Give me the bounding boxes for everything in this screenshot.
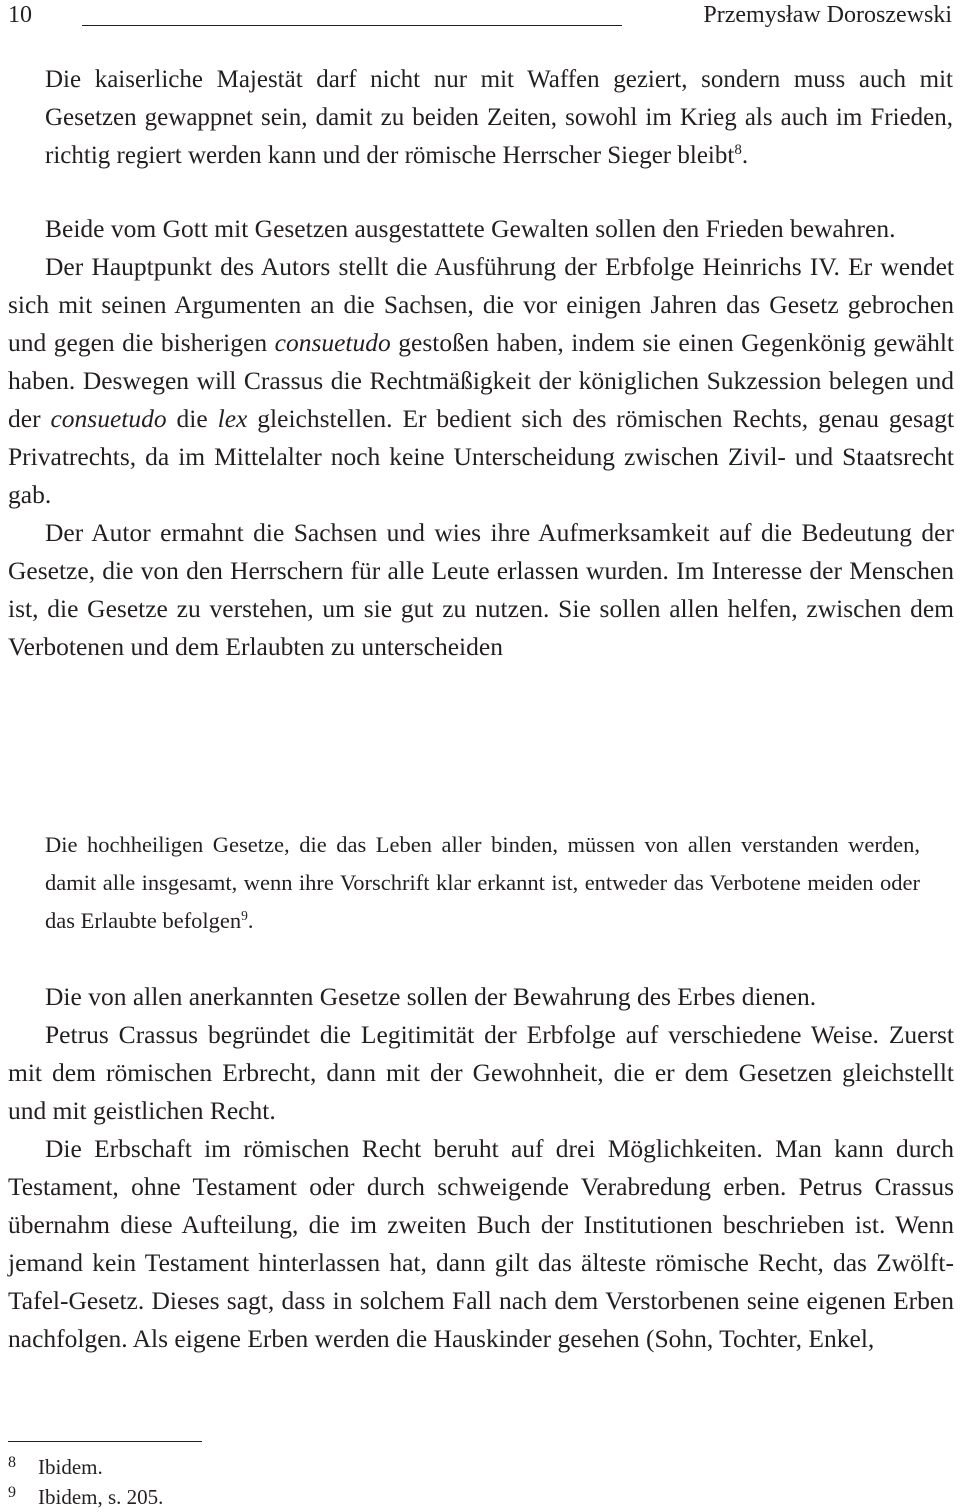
block-quote-paragraph: Die kaiserliche Majestät darf nicht nur mit Waffen geziert, sondern muss auch mit Gesetzen gewappnet sein, damit zu beiden Zeiten, sowohl im Krieg als auch im Frieden, richtig regiert werden kann und der römische Herrscher Sieger bleibt$^8$. — [45, 66, 953, 169]
footnote-reference[interactable]: 8 — [734, 142, 742, 158]
footnotes — [8, 1452, 163, 1512]
footnote — [8, 1482, 163, 1512]
footnote-rule — [8, 1441, 202, 1442]
latin-term: lex — [217, 404, 248, 433]
footnote-number: 9 — [8, 1484, 16, 1501]
latin-term: consuetudo — [274, 328, 391, 357]
paragraph: Die von allen anerkannten Gesetze sollen der Bewahrung des Erbes dienen. — [45, 982, 817, 1011]
paragraph: Beide vom Gott mit Gesetzen ausgestattete Gewalten sollen den Frieden bewahren. — [45, 214, 896, 243]
footnote-number: 8 — [8, 1454, 16, 1471]
block-quote — [45, 61, 953, 175]
running-header — [0, 0, 960, 40]
header-rule — [82, 25, 622, 26]
paragraph: Die Erbschaft im römischen Recht beruht auf drei Möglichkeiten. Man kann durch Testament, ohne Testament oder durch schweigende Verabredung erben. Petrus Crassus übernahm diese Aufteilung, die im zweiten Buch der Institutionen beschrieben ist. Wenn jemand kein Testament hinterlassen hat, dann gilt das älteste römische Recht, das Zwölft-Tafel-Gesetz. Dieses sagt, dass in solchem Fall nach dem Verstorbenen seine eigenen Erben nachfolgen. Als eigene Erben werden die Hauskinder gesehen (Sohn, Tochter, Enkel, — [8, 1134, 954, 1353]
latin-term: consuetudo — [50, 404, 167, 433]
body-text — [8, 978, 954, 1358]
block-quote-paragraph: Die hochheiligen Gesetze, die das Leben aller binden, müssen von allen verstanden werden, damit alle insgesamt, wenn ihre Vorschrift klar erkannt ist, entweder das Verbotene meiden oder das Erlaubte befolgen$^9$. — [45, 832, 920, 933]
footnote-text: Ibidem. — [38, 1455, 103, 1479]
paragraph: Petrus Crassus begründet die Legitimität der Erbfolge auf verschiedene Weise. Zuerst mit dem römischen Erbrecht, dann mit der Gewohnheit, die er dem Gesetzen gleichstellt und mit geistlichen Recht. — [8, 1020, 954, 1125]
body-text — [8, 210, 954, 666]
paragraph: Der Autor ermahnt die Sachsen und wies ihre Aufmerksamkeit auf die Bedeutung der Gesetze, die von den Herrschern für alle Leute erlassen wurden. Im Interesse der Menschen ist, die Gesetze zu verstehen, um sie gut zu nutzen. Sie sollen allen helfen, zwischen dem Verbotenen und dem Erlaubten zu unterscheiden — [8, 518, 954, 661]
running-author: Przemysław Doroszewski — [703, 2, 952, 28]
paragraph: Der Hauptpunkt des Autors stellt die Ausführung der Erbfolge Heinrichs IV. Er wendet sich mit seinen Argumenten an die Sachsen, die vor einigen Jahren das Gesetz gebrochen und gegen die bisherigen consuetudo gestoßen haben, indem sie einen Gegenkönig gewählt haben. Deswegen will Crassus die Rechtmäßigkeit der königlichen Sukzession belegen und der consuetudo die lex gleichstellen. Er bedient sich des römischen Rechts, genau gesagt Privatrechts, da im Mittelalter noch keine Unterscheidung zwischen Zivil- und Staatsrecht gab. — [8, 252, 955, 509]
page-number: 10 — [8, 2, 32, 28]
footnote-text: Ibidem, s. 205. — [38, 1485, 164, 1509]
footnote-reference[interactable]: 9 — [241, 907, 248, 923]
block-quote — [45, 826, 920, 940]
